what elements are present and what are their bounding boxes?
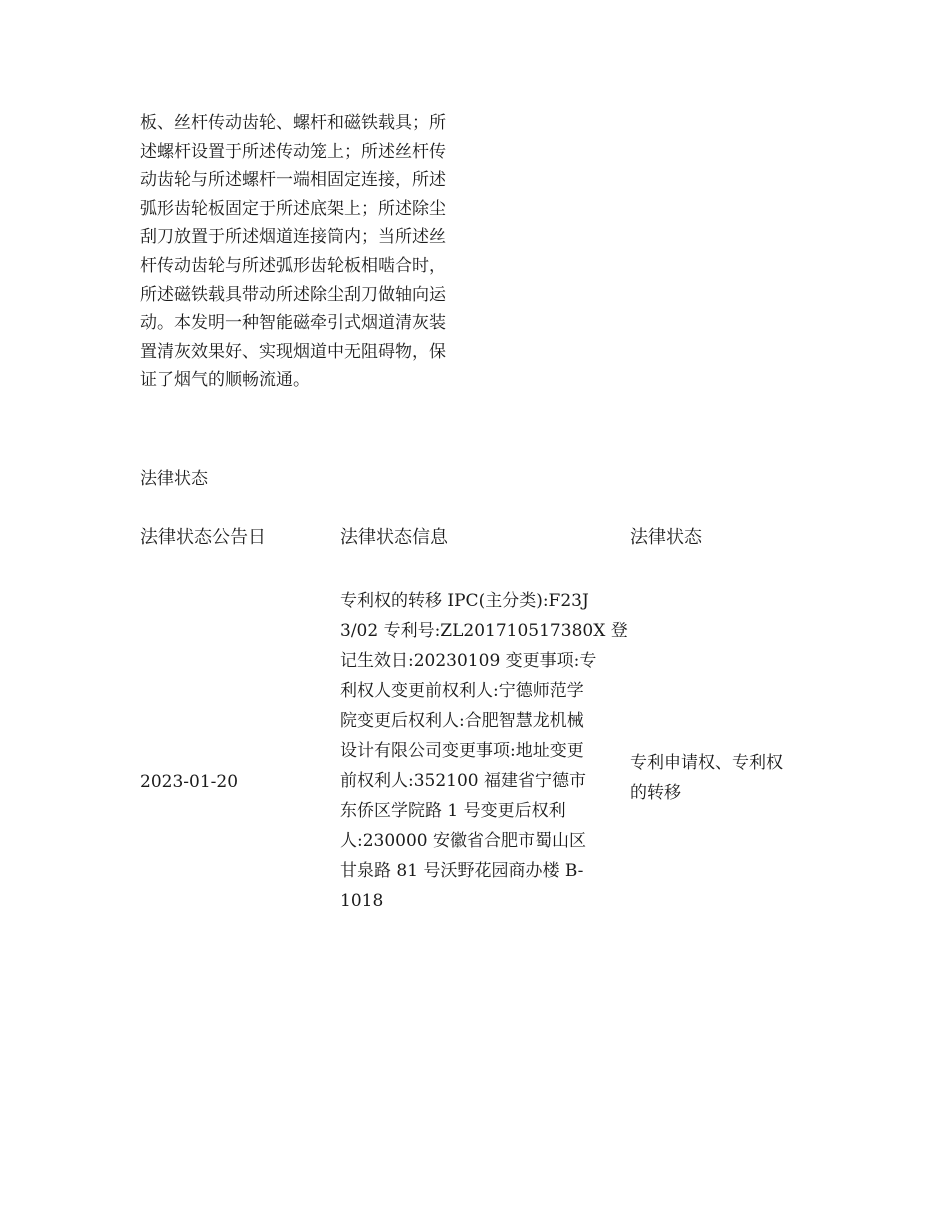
info-line: 3/02 专利号:ZL201710517380X 登 [340, 621, 628, 641]
info-line: 院变更后权利人:合肥智慧龙机械 [340, 711, 584, 731]
status-line: 的转移 [630, 783, 681, 803]
info-line: 人:230000 安徽省合肥市蜀山区 [340, 831, 587, 851]
abstract-line: 动齿轮与所述螺杆一端相固定连接，所述 [140, 170, 446, 191]
row-info-cell [340, 586, 628, 916]
row-date-cell: 2023-01-20 [140, 772, 239, 792]
abstract-line: 所述磁铁载具带动所述除尘刮刀做轴向运 [140, 284, 446, 305]
info-line: 1018 [340, 891, 384, 911]
column-header-status: 法律状态 [630, 527, 702, 548]
info-line: 利权人变更前权利人:宁德师范学 [340, 681, 584, 701]
row-status-cell [630, 748, 830, 808]
info-line: 记生效日:20230109 变更事项:专 [340, 651, 597, 671]
column-header-date: 法律状态公告日 [140, 527, 266, 548]
column-header-info: 法律状态信息 [340, 527, 448, 548]
status-line: 专利申请权、专利权 [630, 753, 783, 773]
legal-status-heading: 法律状态 [140, 469, 208, 489]
abstract-line: 证了烟气的顺畅流通。 [140, 370, 310, 391]
abstract-text-block [140, 109, 452, 395]
info-line: 设计有限公司变更事项:地址变更 [340, 741, 584, 761]
info-line: 专利权的转移 IPC(主分类):F23J [340, 591, 589, 611]
abstract-line: 述螺杆设置于所述传动笼上；所述丝杆传 [140, 141, 446, 162]
abstract-line: 弧形齿轮板固定于所述底架上；所述除尘 [140, 198, 446, 219]
abstract-line: 置清灰效果好、实现烟道中无阻碍物，保 [140, 341, 446, 362]
abstract-line: 动。本发明一种智能磁牵引式烟道清灰装 [140, 313, 446, 334]
info-line: 前权利人:352100 福建省宁德市 [340, 771, 587, 791]
abstract-line: 杆传动齿轮与所述弧形齿轮板相啮合时， [140, 255, 446, 276]
abstract-line: 板、丝杆传动齿轮、螺杆和磁铁载具；所 [140, 113, 446, 133]
abstract-line: 刮刀放置于所述烟道连接筒内；当所述丝 [140, 227, 446, 248]
info-line: 东侨区学院路 1 号变更后权利 [340, 801, 566, 821]
info-line: 甘泉路 81 号沃野花园商办楼 B- [340, 861, 584, 881]
